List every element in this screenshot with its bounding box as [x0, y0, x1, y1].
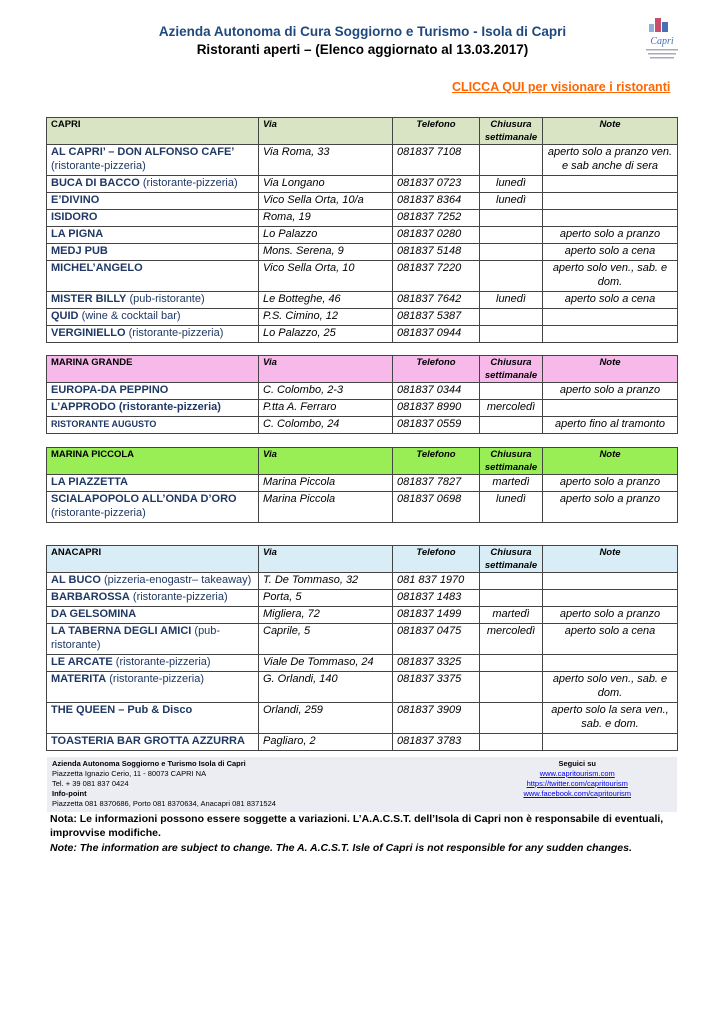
table-row	[47, 210, 678, 227]
footer	[47, 757, 677, 812]
restaurant-type: (ristorante-pizzeria)	[142, 177, 238, 189]
address-cell: G. Orlandi, 140	[259, 672, 393, 703]
restaurant-name: EUROPA-DA PEPPINO	[51, 384, 169, 396]
view-restaurants-link[interactable]: CLICCA QUI per visionare i ristoranti	[452, 80, 671, 94]
col-via: Via	[259, 118, 393, 145]
restaurant-name: AL BUCO	[51, 574, 101, 586]
table-row	[47, 655, 678, 672]
closing-day-cell	[480, 573, 543, 590]
note-cell: aperto solo a pranzo	[543, 607, 678, 624]
phone-cell: 081837 8990	[393, 400, 480, 417]
phone-cell: 081837 0559	[393, 417, 480, 434]
restaurant-name: MISTER BILLY	[51, 293, 127, 305]
phone-cell: 081837 0344	[393, 383, 480, 400]
col-telefono: Telefono	[393, 356, 480, 383]
closing-day-cell	[480, 655, 543, 672]
restaurant-name: LA TABERNA DEGLI AMICI	[51, 625, 192, 637]
restaurant-name: SCIALAPOPOLO ALL’ONDA D’ORO	[51, 493, 237, 505]
table-capri	[46, 117, 678, 343]
restaurant-name: LE ARCATE	[51, 656, 113, 668]
address-cell: Orlandi, 259	[259, 703, 393, 734]
address-cell: Marina Piccola	[259, 475, 393, 492]
note-cell: aperto solo a pranzo	[543, 227, 678, 244]
address-cell: Caprile, 5	[259, 624, 393, 655]
phone-cell: 081837 7220	[393, 261, 480, 292]
restaurant-name: LA PIGNA	[51, 228, 104, 240]
table-row	[47, 607, 678, 624]
table-row	[47, 590, 678, 607]
section-label: MARINA GRANDE	[47, 356, 259, 383]
closing-day-cell	[480, 734, 543, 751]
phone-cell: 081837 0944	[393, 326, 480, 343]
note-cell: aperto solo a pranzo ven. e sab anche di sera	[543, 145, 678, 176]
restaurant-name-cell	[47, 244, 259, 261]
table-row	[47, 383, 678, 400]
address-cell: C. Colombo, 2-3	[259, 383, 393, 400]
footer-infopoint: Piazzetta 081 8370686, Porto 081 8370634, Anacapri 081 8371524	[52, 799, 276, 808]
restaurant-name: LA PIAZZETTA	[51, 476, 128, 488]
footer-address: Piazzetta Ignazio Cerio, 11 - 80073 CAPRI NA	[52, 769, 207, 778]
col-note: Note	[543, 448, 678, 475]
restaurant-name-cell	[47, 607, 259, 624]
restaurant-name-cell	[47, 400, 259, 417]
table-marina-grande	[46, 355, 678, 434]
section-label: MARINA PICCOLA	[47, 448, 259, 475]
table-row	[47, 244, 678, 261]
section-label: CAPRI	[47, 118, 259, 145]
table-row	[47, 573, 678, 590]
capri-logo	[640, 16, 684, 62]
closing-day-cell	[480, 383, 543, 400]
col-chiusura: Chiusura settimanale	[480, 546, 543, 573]
table-header-row	[47, 546, 678, 573]
closing-day-cell	[480, 672, 543, 703]
closing-day-cell: lunedì	[480, 292, 543, 309]
footer-infopoint-label: Info-point	[52, 789, 87, 798]
table-row	[47, 475, 678, 492]
phone-cell: 081837 3783	[393, 734, 480, 751]
note-cell	[543, 655, 678, 672]
address-cell: Migliera, 72	[259, 607, 393, 624]
closing-day-cell	[480, 590, 543, 607]
address-cell: P.S. Cimino, 12	[259, 309, 393, 326]
note-english: Note: The information are subject to change. The A. A.C.S.T. Isle of Capri is not responsible for any sudden changes.	[50, 842, 632, 854]
restaurant-type: (ristorante-pizzeria)	[132, 591, 228, 603]
restaurant-name-cell	[47, 292, 259, 309]
table-header-row	[47, 448, 678, 475]
restaurant-name-cell	[47, 590, 259, 607]
table-row	[47, 227, 678, 244]
restaurant-name-cell	[47, 193, 259, 210]
note-cell	[543, 734, 678, 751]
table-row	[47, 672, 678, 703]
restaurant-name: TOASTERIA BAR GROTTA AZZURRA	[51, 735, 245, 747]
address-cell: Mons. Serena, 9	[259, 244, 393, 261]
restaurant-type: (pub-ristorante)	[51, 625, 221, 651]
note-cell: aperto solo a cena	[543, 244, 678, 261]
note-cell: aperto solo a cena	[543, 624, 678, 655]
phone-cell: 081837 7642	[393, 292, 480, 309]
note-cell	[543, 326, 678, 343]
restaurant-name-cell	[47, 573, 259, 590]
table-header-row	[47, 356, 678, 383]
col-telefono: Telefono	[393, 448, 480, 475]
col-note: Note	[543, 118, 678, 145]
address-cell: Via Roma, 33	[259, 145, 393, 176]
address-cell: Le Botteghe, 46	[259, 292, 393, 309]
closing-day-cell: martedì	[480, 475, 543, 492]
section-label: ANACAPRI	[47, 546, 259, 573]
phone-cell: 081837 5387	[393, 309, 480, 326]
address-cell: Lo Palazzo, 25	[259, 326, 393, 343]
restaurant-name-cell	[47, 176, 259, 193]
table-row	[47, 326, 678, 343]
svg-text:Capri: Capri	[650, 36, 674, 47]
phone-cell: 081837 7252	[393, 210, 480, 227]
address-cell: Vico Sella Orta, 10	[259, 261, 393, 292]
col-via: Via	[259, 546, 393, 573]
phone-cell: 081837 3909	[393, 703, 480, 734]
restaurant-name: QUID	[51, 310, 79, 322]
restaurant-name-cell	[47, 227, 259, 244]
col-via: Via	[259, 356, 393, 383]
note-cell: aperto solo a pranzo	[543, 383, 678, 400]
note-cell: aperto solo ven., sab. e dom.	[543, 672, 678, 703]
table-row	[47, 734, 678, 751]
restaurant-name-cell	[47, 261, 259, 292]
note-cell: aperto solo ven., sab. e dom.	[543, 261, 678, 292]
restaurant-type: (ristorante-pizzeria)	[51, 160, 146, 172]
restaurant-name-cell	[47, 703, 259, 734]
closing-day-cell: lunedì	[480, 492, 543, 523]
col-chiusura: Chiusura settimanale	[480, 448, 543, 475]
restaurant-name: MEDJ PUB	[51, 245, 108, 257]
phone-cell: 081 837 1970	[393, 573, 480, 590]
restaurant-type: (ristorante-pizzeria)	[128, 327, 224, 339]
address-cell: Vico Sella Orta, 10/a	[259, 193, 393, 210]
restaurant-type: (ristorante-pizzeria)	[109, 673, 205, 685]
note-cell	[543, 590, 678, 607]
address-cell: T. De Tommaso, 32	[259, 573, 393, 590]
restaurant-name: BUCA DI BACCO	[51, 177, 140, 189]
footer-follow: Seguici su	[558, 759, 596, 768]
restaurant-name-cell	[47, 475, 259, 492]
restaurant-type: (wine & cocktail bar)	[81, 310, 181, 322]
table-row	[47, 292, 678, 309]
table-row	[47, 145, 678, 176]
phone-cell: 081837 0475	[393, 624, 480, 655]
restaurant-type: (ristorante-pizzeria)	[51, 507, 146, 519]
closing-day-cell	[480, 326, 543, 343]
table-row	[47, 193, 678, 210]
col-note: Note	[543, 546, 678, 573]
phone-cell: 081837 1483	[393, 590, 480, 607]
phone-cell: 081837 0723	[393, 176, 480, 193]
facebook-link[interactable]: www.facebook.com/capritourism	[523, 789, 631, 798]
closing-day-cell	[480, 145, 543, 176]
table-row	[47, 417, 678, 434]
table-row	[47, 400, 678, 417]
phone-cell: 081837 3325	[393, 655, 480, 672]
address-cell: Marina Piccola	[259, 492, 393, 523]
restaurant-name-cell	[47, 492, 259, 523]
closing-day-cell: lunedì	[480, 193, 543, 210]
restaurant-name: MATERITA	[51, 673, 107, 685]
restaurant-name: THE QUEEN – Pub & Disco	[51, 704, 193, 716]
footer-org: Azienda Autonoma Soggiorno e Turismo Isola di Capri	[52, 759, 246, 768]
restaurant-name: VERGINIELLO	[51, 327, 126, 339]
closing-day-cell: mercoledì	[480, 624, 543, 655]
phone-cell: 081837 7108	[393, 145, 480, 176]
restaurant-type: (ristorante-pizzeria)	[115, 656, 211, 668]
note-cell	[543, 400, 678, 417]
address-cell: Roma, 19	[259, 210, 393, 227]
note-cell	[543, 309, 678, 326]
restaurant-name: DA GELSOMINA	[51, 608, 137, 620]
address-cell: Viale De Tommaso, 24	[259, 655, 393, 672]
restaurant-name: MICHEL’ANGELO	[51, 262, 143, 274]
address-cell: Pagliaro, 2	[259, 734, 393, 751]
closing-day-cell: mercoledì	[480, 400, 543, 417]
table-marina-piccola	[46, 447, 678, 523]
phone-cell: 081837 0280	[393, 227, 480, 244]
restaurant-type: (pizzeria-enogastr– takeaway)	[103, 574, 252, 586]
phone-cell: 081837 1499	[393, 607, 480, 624]
twitter-link[interactable]: https://twitter.com/capritourism	[526, 779, 628, 788]
note-cell: aperto solo a pranzo	[543, 475, 678, 492]
col-via: Via	[259, 448, 393, 475]
address-cell: Via Longano	[259, 176, 393, 193]
closing-day-cell	[480, 703, 543, 734]
page-subtitle: Ristoranti aperti – (Elenco aggiornato al 13.03.2017)	[196, 42, 529, 57]
table-row	[47, 624, 678, 655]
note-cell: aperto fino al tramonto	[543, 417, 678, 434]
restaurant-name-cell	[47, 672, 259, 703]
table-row	[47, 492, 678, 523]
phone-cell: 081837 7827	[393, 475, 480, 492]
col-telefono: Telefono	[393, 546, 480, 573]
restaurant-name-cell	[47, 145, 259, 176]
closing-day-cell	[480, 261, 543, 292]
address-cell: C. Colombo, 24	[259, 417, 393, 434]
closing-day-cell: martedì	[480, 607, 543, 624]
restaurant-name-cell	[47, 734, 259, 751]
footer-tel: Tel. + 39 081 837 0424	[52, 779, 129, 788]
table-row	[47, 261, 678, 292]
table-row	[47, 703, 678, 734]
note-italian: Nota: Le informazioni possono essere soggette a variazioni. L’A.A.C.S.T. dell’Isola di Capri non è responsabile di eventuali, improvvise modifiche.	[50, 813, 664, 839]
restaurant-name-cell	[47, 624, 259, 655]
page-title: Azienda Autonoma di Cura Soggiorno e Turismo - Isola di Capri	[158, 24, 567, 39]
restaurant-name: BARBAROSSA	[51, 591, 130, 603]
closing-day-cell	[480, 309, 543, 326]
restaurant-name-cell	[47, 417, 259, 434]
note-cell: aperto solo a cena	[543, 292, 678, 309]
restaurant-name: E’DIVINO	[51, 194, 100, 206]
col-chiusura: Chiusura settimanale	[480, 356, 543, 383]
note-cell: aperto solo a pranzo	[543, 492, 678, 523]
note-cell	[543, 176, 678, 193]
address-cell: Lo Palazzo	[259, 227, 393, 244]
closing-day-cell	[480, 210, 543, 227]
restaurant-name-cell	[47, 326, 259, 343]
phone-cell: 081837 5148	[393, 244, 480, 261]
phone-cell: 081837 0698	[393, 492, 480, 523]
restaurant-name: AL CAPRI’ – DON ALFONSO CAFE’	[51, 146, 235, 158]
closing-day-cell	[480, 417, 543, 434]
note-cell	[543, 573, 678, 590]
phone-cell: 081837 3375	[393, 672, 480, 703]
restaurant-name: L’APPRODO (ristorante-pizzeria)	[51, 401, 221, 413]
restaurant-name-cell	[47, 210, 259, 227]
closing-day-cell: lunedì	[480, 176, 543, 193]
table-header-row	[47, 118, 678, 145]
restaurant-name-cell	[47, 655, 259, 672]
restaurant-name-cell	[47, 383, 259, 400]
closing-day-cell	[480, 244, 543, 261]
col-note: Note	[543, 356, 678, 383]
restaurant-name-cell	[47, 309, 259, 326]
restaurant-name: RISTORANTE AUGUSTO	[51, 419, 157, 429]
phone-cell: 081837 8364	[393, 193, 480, 210]
restaurant-type: (pub-ristorante)	[129, 293, 205, 305]
address-cell: Porta, 5	[259, 590, 393, 607]
col-telefono: Telefono	[393, 118, 480, 145]
table-row	[47, 176, 678, 193]
col-chiusura: Chiusura settimanale	[480, 118, 543, 145]
closing-day-cell	[480, 227, 543, 244]
restaurant-name: ISIDORO	[51, 211, 98, 223]
note-cell: aperto solo la sera ven., sab. e dom.	[543, 703, 678, 734]
table-anacapri	[46, 545, 678, 751]
note-cell	[543, 193, 678, 210]
note-cell	[543, 210, 678, 227]
address-cell: P.tta A. Ferraro	[259, 400, 393, 417]
website-link[interactable]: www.capritourism.com	[539, 769, 615, 778]
table-row	[47, 309, 678, 326]
